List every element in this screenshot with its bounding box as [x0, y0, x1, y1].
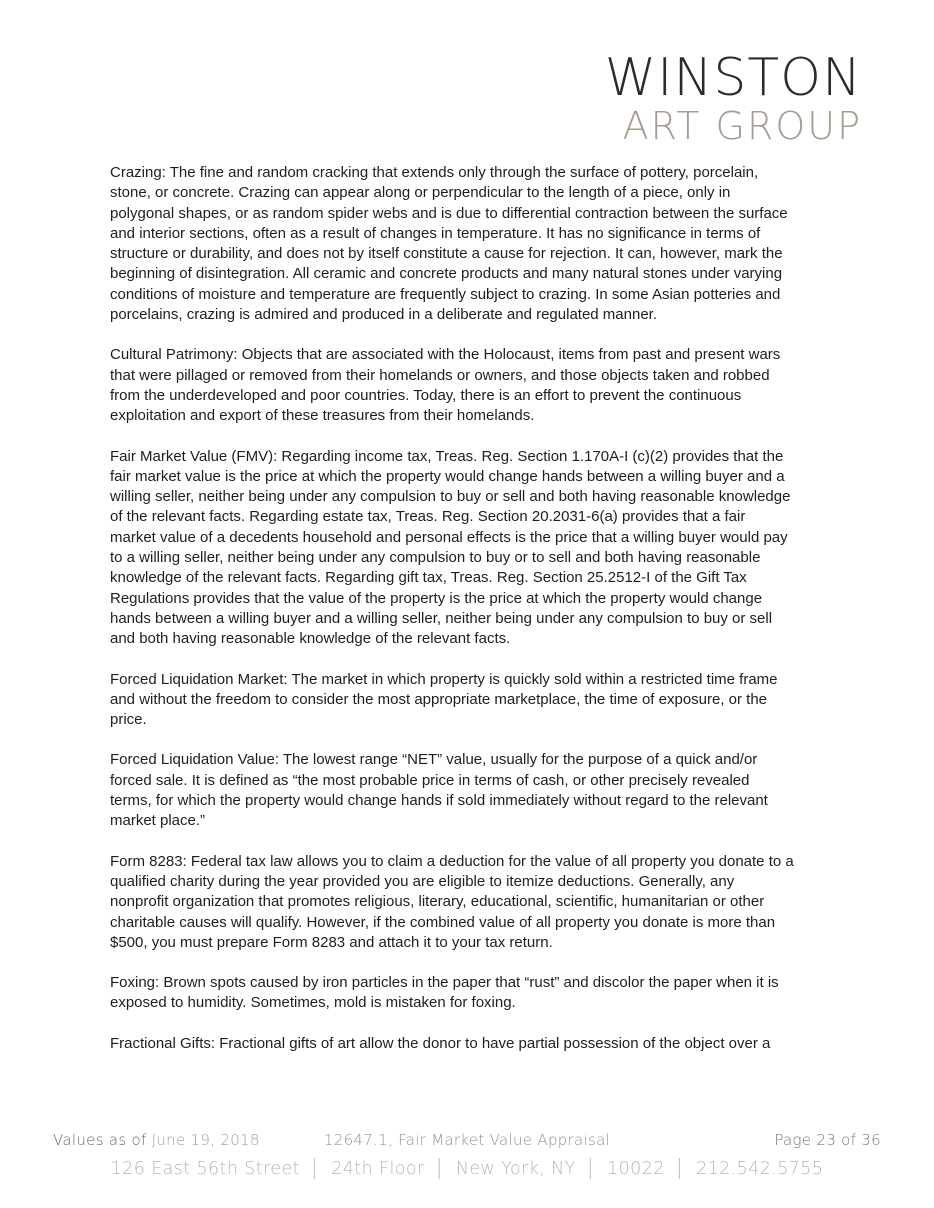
address-line	[0, 1158, 934, 1179]
address-part: 10022	[607, 1159, 665, 1179]
appraisal-title: 12647.1, Fair Market Value Appraisal	[323, 1131, 611, 1149]
footer-row-1	[0, 1131, 934, 1149]
glossary-paragraph: Forced Liquidation Value: The lowest range “NET” value, usually for the purpose of a quick and/or forced sale. It is defined as “the most probable price in terms of cash, or other precisely revealed terms, for which the property would change hands if sold immediately without regard to the relevant market place.”	[110, 751, 768, 830]
glossary-paragraph: Forced Liquidation Market: The market in which property is quickly sold within a restricted time frame and without the freedom to consider the most appropriate marketplace, the time of exposure, or the price.	[110, 670, 778, 729]
glossary-paragraph: Foxing: Brown spots caused by iron particles in the paper that “rust” and discolor the paper when it is exposed to humidity. Sometimes, mold is mistaken for foxing.	[110, 974, 779, 1012]
glossary-paragraph: Form 8283: Federal tax law allows you to claim a deduction for the value of all property you donate to a qualified charity during the year provided you are eligible to itemize deductions. Generally, any nonprofit organization that promotes religious, literary, educational, scientific, humanitarian or other charitable causes will qualify. However, if the combined value of all property you donate is more than $500, you must prepare Form 8283 and attach it to your tax return.	[110, 852, 794, 951]
logo-art-group-text: ART GROUP	[622, 104, 862, 148]
logo-winston-text: WINSTON	[604, 48, 862, 108]
address-part: 24th Floor	[331, 1159, 425, 1179]
address-part: 212.542.5755	[696, 1159, 824, 1179]
values-as-of-date: June 19, 2018	[151, 1131, 260, 1149]
values-as-of	[53, 1131, 260, 1149]
glossary	[110, 163, 794, 1074]
logo	[604, 48, 862, 148]
glossary-paragraph: Cultural Patrimony: Objects that are associated with the Holocaust, items from past and present wars that were pillaged or removed from their homelands or owners, and those objects taken and robbed from the underdeveloped and poor countries. Today, there is an effort to prevent the continuous exploitation and export of these treasures from their homelands.	[110, 346, 781, 425]
address-part: 126 East 56th Street	[110, 1159, 300, 1179]
address-separator: │	[434, 1159, 446, 1179]
address-separator: │	[585, 1159, 598, 1179]
address-separator: │	[309, 1159, 322, 1179]
glossary-paragraph: Crazing: The fine and random cracking that extends only through the surface of pottery, porcelain, stone, or concrete. Crazing can appear along or perpendicular to the length of a piece, only in polygonal shapes, or as random spider webs and is due to differential contraction between the surface and interior sections, often as a result of changes in temperature. It has no significance in terms of structure or durability, and does not by itself constitute a cause for rejection. It can, however, mark the beginning of disintegration. All ceramic and concrete products and many natural stones under varying conditions of moisture and temperature are frequently subject to crazing. In some Asian potteries and porcelains, crazing is admired and produced in a deliberate and regulated manner.	[110, 164, 788, 324]
glossary-paragraph: Fair Market Value (FMV): Regarding income tax, Treas. Reg. Section 1.170A-I (c)(2) provides that the fair market value is the price at which the property would change hands between a willing buyer and a willing seller, neither being under any compulsion to buy or sell and both having reasonable knowledge of the relevant facts. Regarding estate tax, Treas. Reg. Section 20.2031-6(a) provides that a fair market value of a decedents household and personal effects is the price that a willing buyer would pay to a willing seller, neither being under any compulsion to buy or to sell and both having reasonable knowledge of the relevant facts. Regarding gift tax, Treas. Reg. Section 25.2512-I of the Gift Tax Regulations provides that the value of the property is the price at which the property would change hands between a willing buyer and a willing seller, neither being under any compulsion to buy or sell and both having reasonable knowledge of the relevant facts.	[110, 447, 791, 648]
glossary-paragraph: Fractional Gifts: Fractional gifts of art allow the donor to have partial possession of the object over a	[110, 1034, 771, 1052]
values-as-of-label: Values as of	[53, 1131, 147, 1149]
address-separator: │	[674, 1159, 687, 1179]
address-part: New York, NY	[455, 1159, 576, 1179]
page-number: Page 23 of 36	[774, 1131, 881, 1149]
